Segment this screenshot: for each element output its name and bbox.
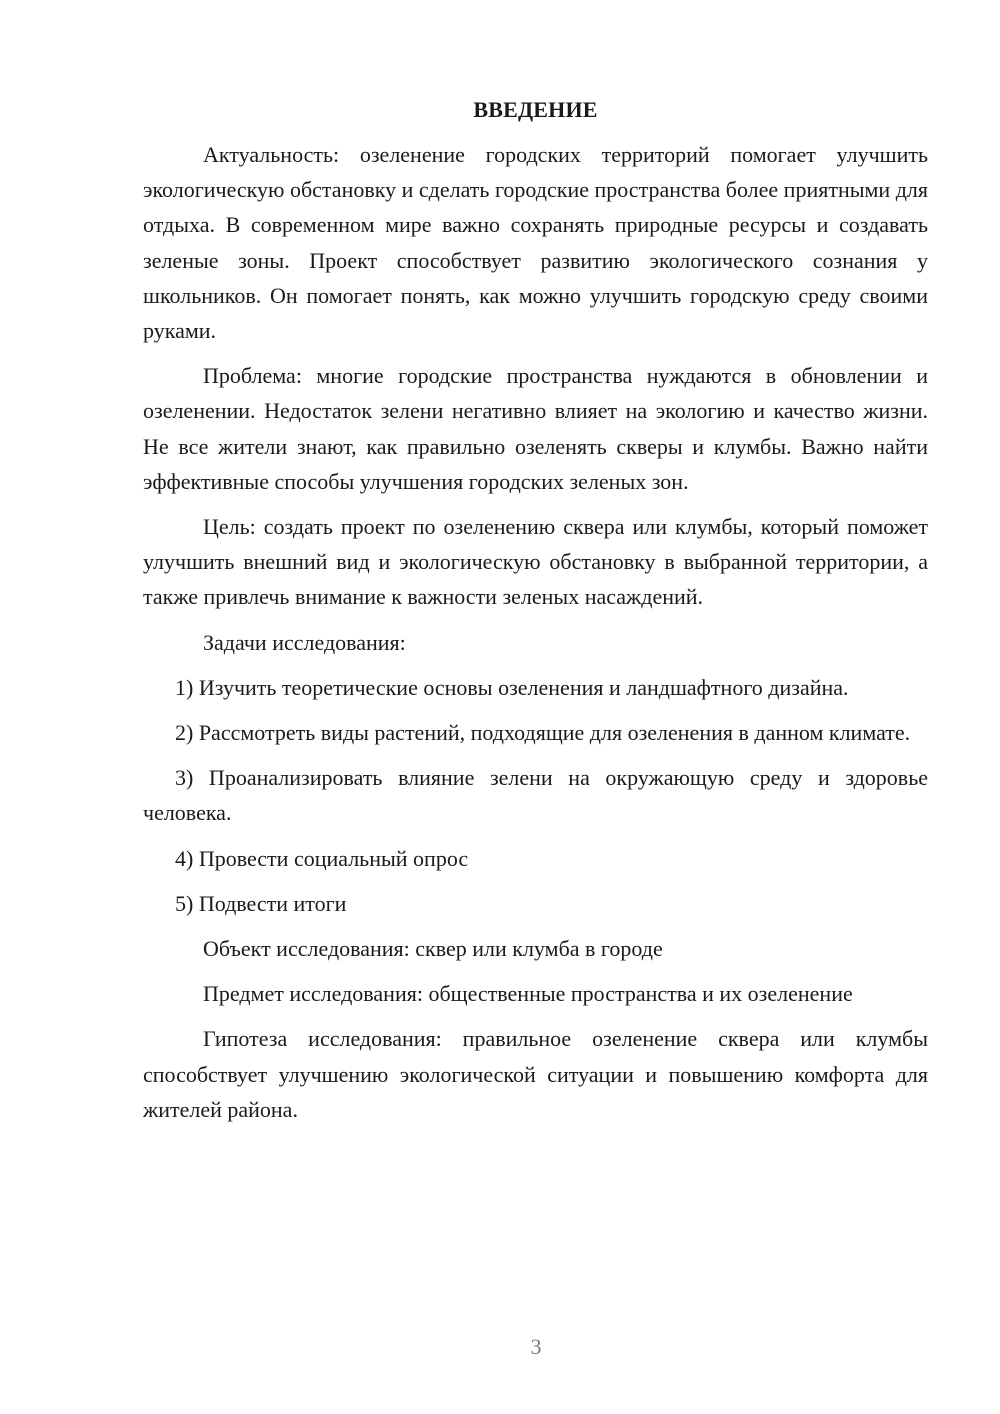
task-item-1: 1) Изучить теоретические основы озеленения и ландшафтного дизайна. <box>175 674 849 700</box>
task-item-5: 5) Подвести итоги <box>175 890 347 916</box>
paragraph-object: Объект исследования: сквер или клумба в городе <box>203 936 663 962</box>
paragraph-relevance: Актуальность: озеленение городских территорий помогает улучшить экологическую обстановку и сделать городские пространства более приятными для отдыха. В современном мире важно сохранять природные ресурсы и создавать зеленые зоны. Проект способствует развитию экологического сознания у школьников. Он помогает понять, как можно улучшить городскую среду своими руками. <box>143 142 928 344</box>
page-content <box>143 92 928 1137</box>
task-item-2: 2) Рассмотреть виды растений, подходящие для озеленения в данном климате. <box>175 720 911 746</box>
tasks-heading: Задачи исследования: <box>203 629 406 655</box>
paragraph-hypothesis: Гипотеза исследования: правильное озеленение сквера или клумбы способствует улучшению экологической ситуации и повышению комфорта для жителей района. <box>143 1026 928 1122</box>
task-item-3: 3) Проанализировать влияние зелени на окружающую среду и здоровье человека. <box>143 765 928 826</box>
paragraph-subject: Предмет исследования: общественные пространства и их озеленение <box>203 981 853 1007</box>
page-title: ВВЕДЕНИЕ <box>473 97 598 122</box>
paragraph-goal: Цель: создать проект по озеленению сквера или клумбы, который поможет улучшить внешний вид и экологическую обстановку в выбранной территории, а также привлечь внимание к важности зеленых насаждений. <box>143 514 928 610</box>
page-number: 3 <box>530 1334 542 1359</box>
task-item-4: 4) Провести социальный опрос <box>175 845 469 871</box>
paragraph-problem: Проблема: многие городские пространства нуждаются в обновлении и озеленении. Недостаток зелени негативно влияет на экологию и качество жизни. Не все жители знают, как правильно озеленять скверы и клумбы. Важно найти эффективные способы улучшения городских зеленых зон. <box>143 363 928 494</box>
